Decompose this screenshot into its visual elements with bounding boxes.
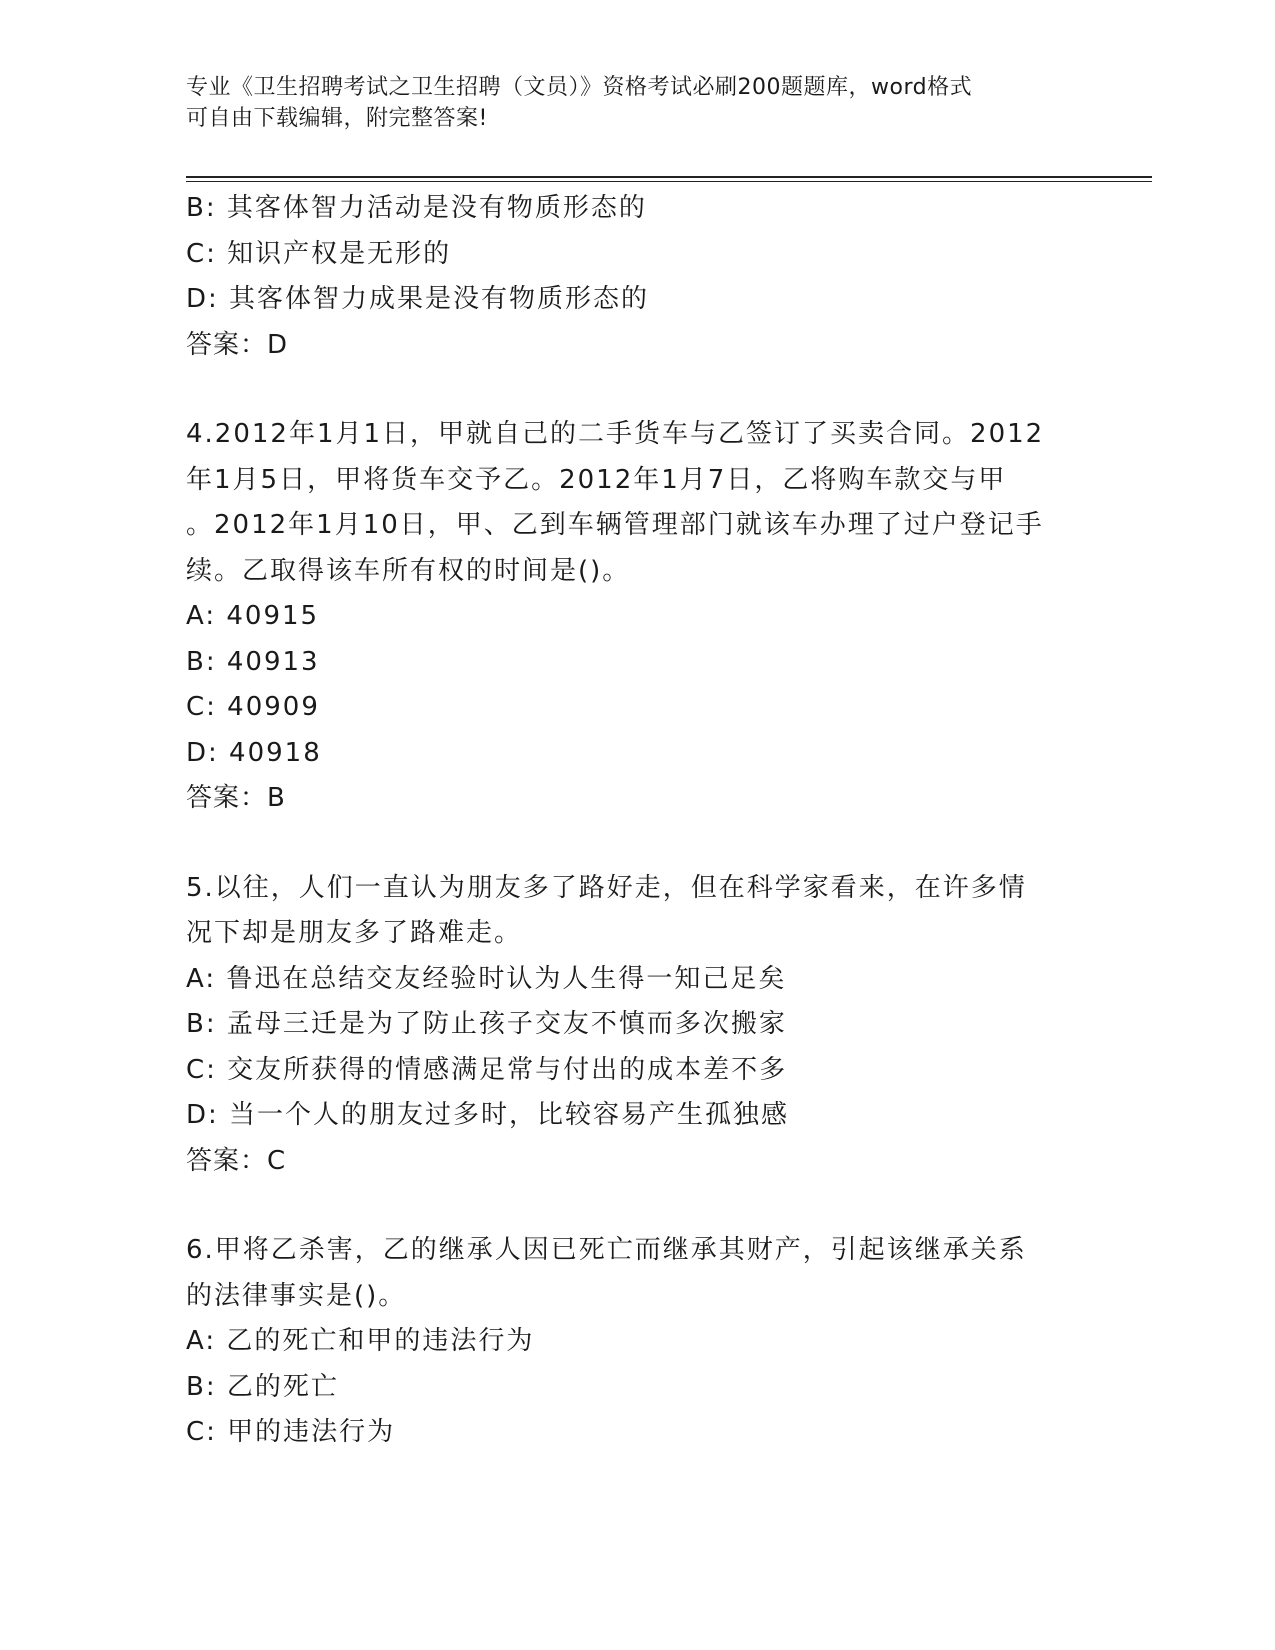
spacer [186,822,1086,866]
option-c: C: 甲的违法行为 [186,1417,396,1447]
header-title-line1: 专业《卫生招聘考试之卫生招聘（文员）》资格考试必刷200题题库，word格式 [186,75,973,100]
question-4 [186,412,1086,822]
question-stem-line: 4.2012年1月1日，甲就自己的二手货车与乙签订了买卖合同。2012 [186,419,1045,449]
option-b: B: 40913 [186,646,320,677]
option-c: C: 交友所获得的情感满足常与付出的成本差不多 [186,1054,788,1085]
question-list [186,186,1086,1456]
header-title-line2: 可自由下载编辑，附完整答案! [186,106,488,131]
spacer [186,1184,1086,1228]
question-3 [186,186,1086,368]
option-a: A: 40915 [186,601,320,631]
answer: 答案：B [186,783,286,813]
option-b: B: 孟母三迁是为了防止孩子交友不慎而多次搬家 [186,1009,787,1039]
header-divider [186,176,1152,182]
question-6 [186,1228,1086,1456]
question-stem-line: 的法律事实是()。 [186,1280,407,1311]
option-d: D: 其客体智力成果是没有物质形态的 [186,284,650,314]
question-stem-line: 续。乙取得该车所有权的时间是()。 [186,555,631,586]
option-d: D: 当一个人的朋友过多时，比较容易产生孤独感 [186,1100,790,1130]
question-stem-line: 。2012年1月10日，甲、乙到车辆管理部门就该车办理了过户登记手 [186,510,1044,540]
question-stem-line: 年1月5日，甲将货车交予乙。2012年1月7日，乙将购车款交与甲 [186,464,1007,495]
question-stem-line: 5.以往，人们一直认为朋友多了路好走，但在科学家看来，在许多情 [186,872,1027,903]
option-b: B: 其客体智力活动是没有物质形态的 [186,193,647,223]
document-header [186,72,1086,134]
question-stem-line: 6.甲将乙杀害，乙的继承人因已死亡而继承其财产，引起该继承关系 [186,1235,1027,1265]
option-c: C: 知识产权是无形的 [186,238,452,269]
answer: 答案：C [186,1145,287,1176]
option-a: A: 乙的死亡和甲的违法行为 [186,1326,535,1356]
option-a: A: 鲁迅在总结交友经验时认为人生得一知己足矣 [186,963,787,994]
question-5 [186,866,1086,1185]
option-b: B: 乙的死亡 [186,1371,339,1402]
spacer [186,368,1086,412]
option-c: C: 40909 [186,692,320,722]
question-stem-line: 况下却是朋友多了路难走。 [186,918,523,948]
answer: 答案：D [186,329,289,360]
option-d: D: 40918 [186,737,322,768]
